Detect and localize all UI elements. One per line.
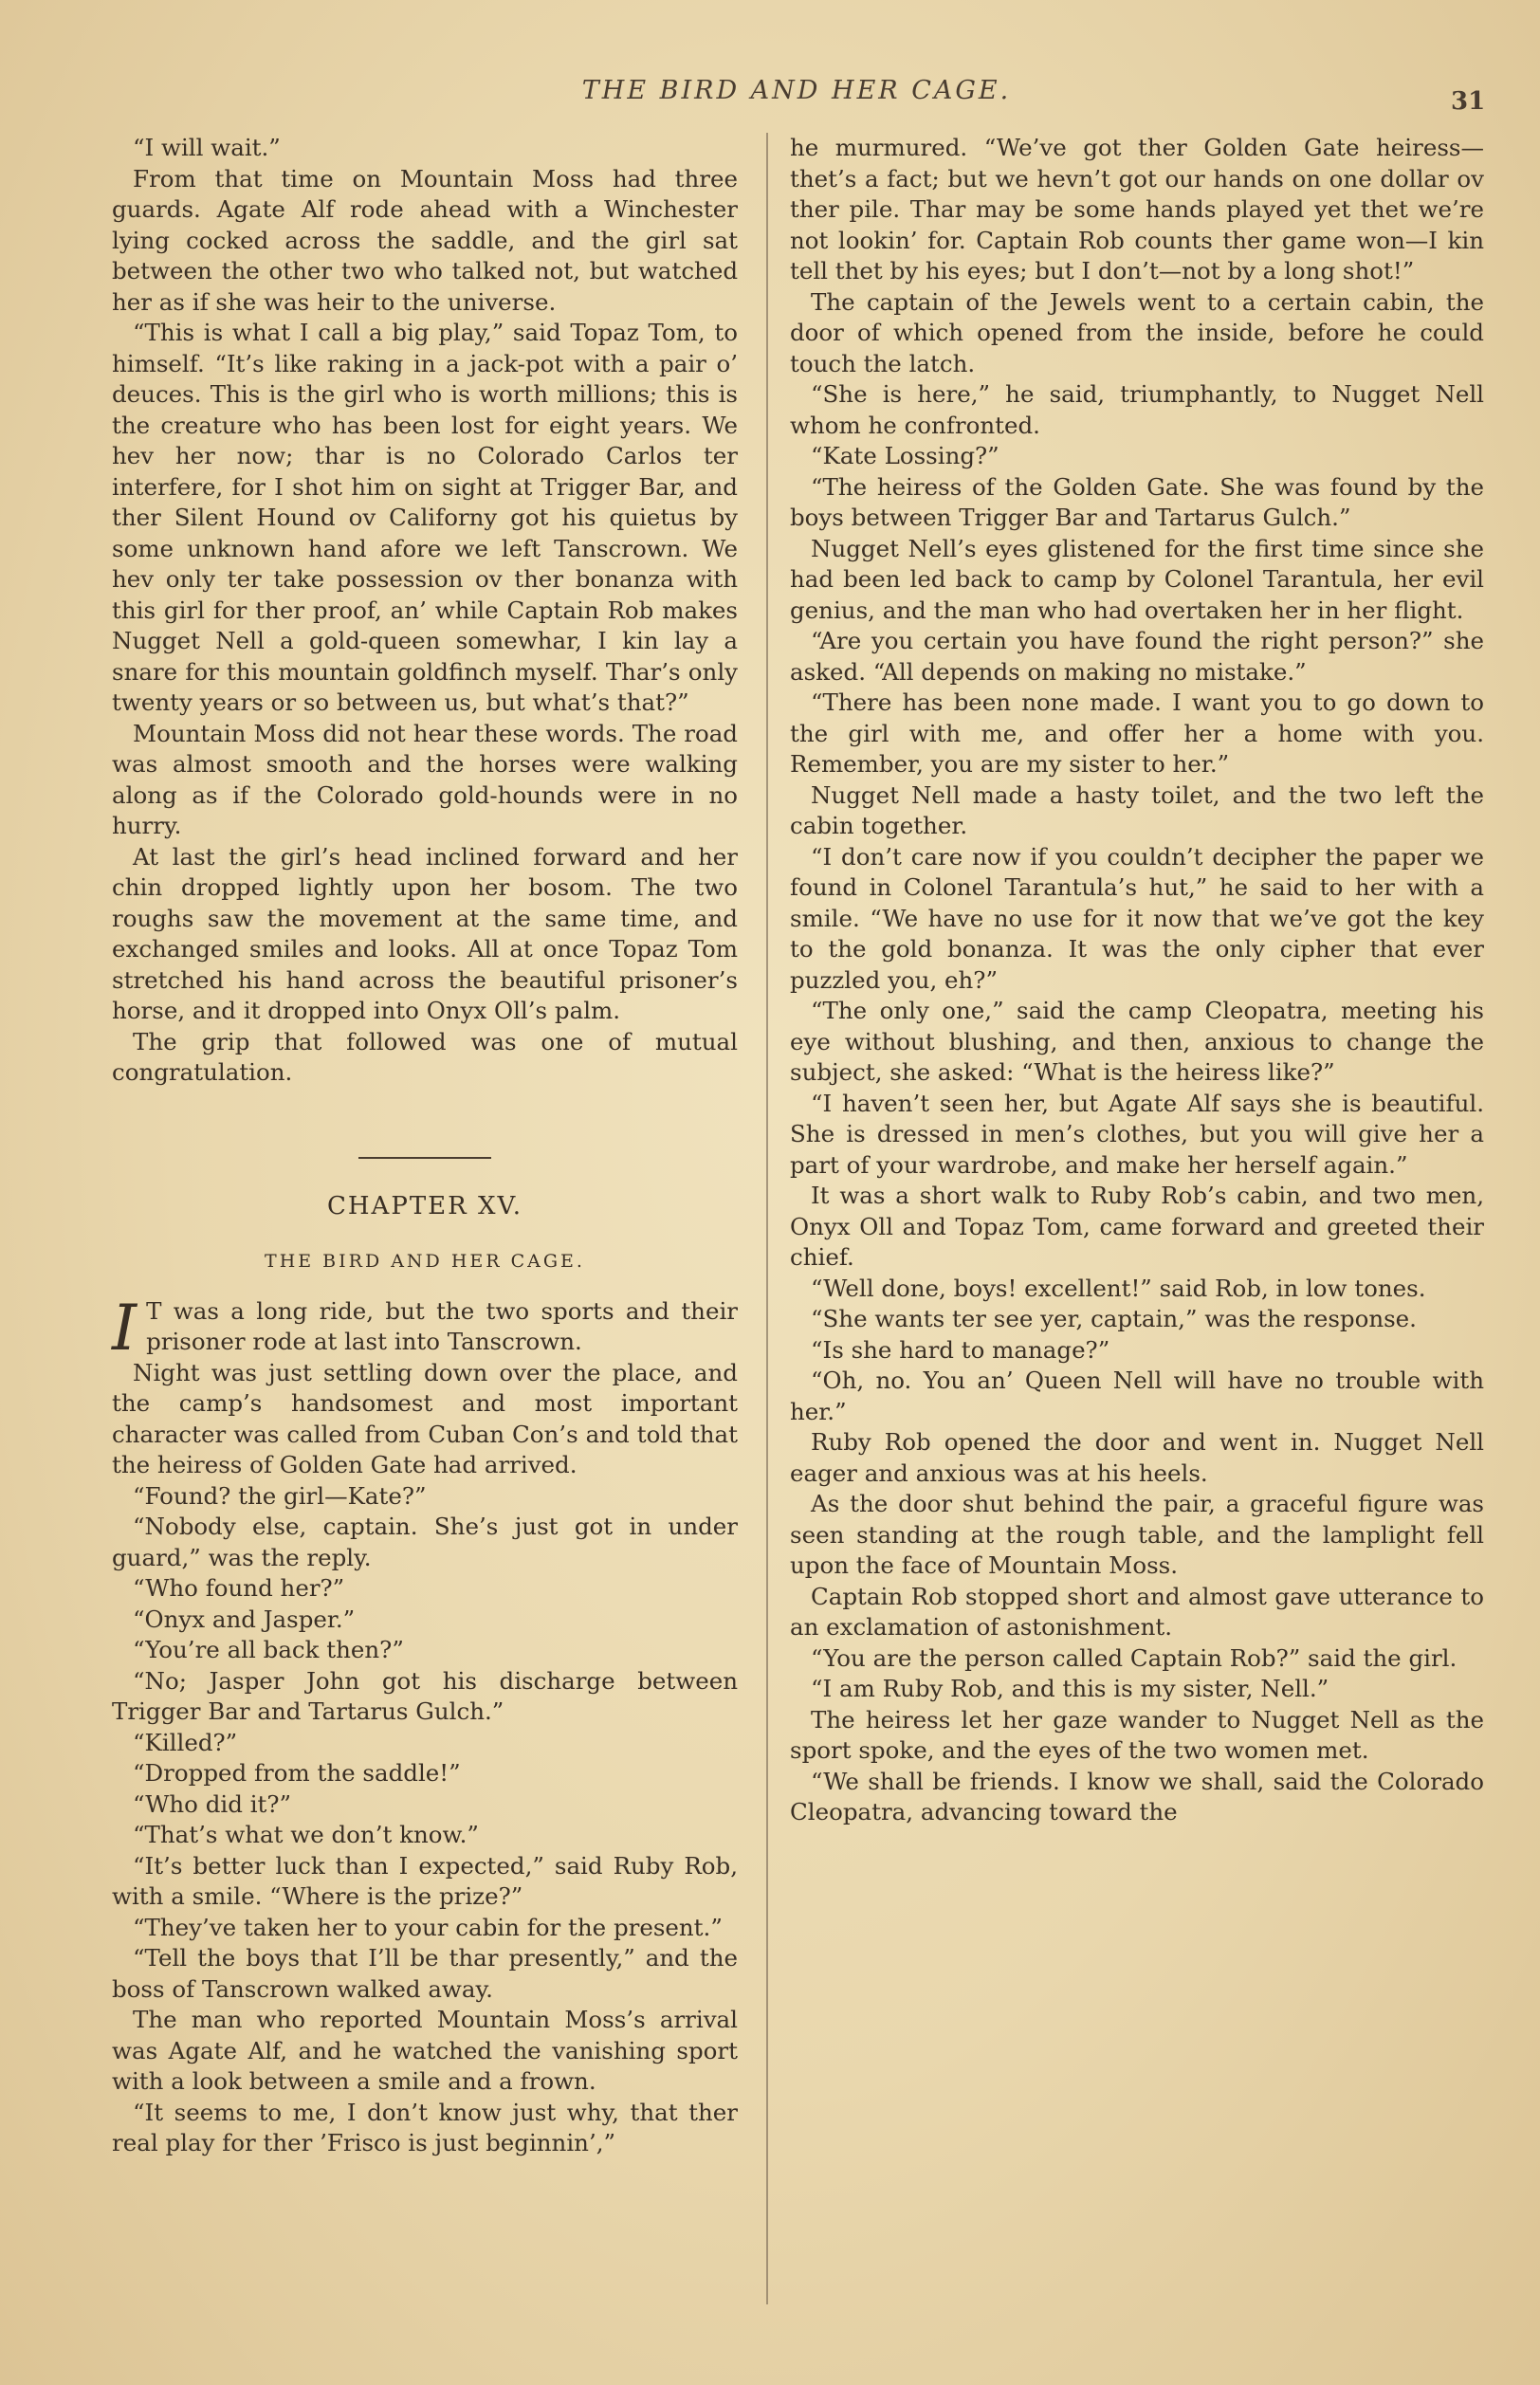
paragraph: “They’ve taken her to your cabin for the present.” xyxy=(133,1913,723,1941)
paragraph: “She is here,” he said, triumphantly, to Nugget Nell whom he confronted. xyxy=(790,380,1484,439)
paragraph: The man who reported Mountain Moss’s arrival was Agate Alf, and he watched the vanishing sport with a look between a smile and a frown. xyxy=(112,2006,738,2095)
paragraph: “Dropped from the saddle!” xyxy=(133,1759,461,1787)
continued-paragraph: he murmured. “We’ve got ther Golden Gate heiress—thet’s a fact; but we hevn’t got our hands on one dollar ov ther pile. Thar may be some hands played yet thet we’re not lookin’ for. Captain Rob counts ther game won—I kin tell thet by his eyes; but I don’t—not by a long shot!” xyxy=(790,134,1484,284)
paragraph: “Who found her?” xyxy=(133,1574,345,1602)
page-number: 31 xyxy=(1451,87,1486,116)
paragraph: At last the girl’s head inclined forward and her chin dropped lightly upon her bosom. The two roughs saw the movement at the same time, and exchanged smiles and looks. All at once Topaz Tom stretched his hand across the beautiful prisoner’s horse, and it dropped into Onyx Oll’s palm. xyxy=(112,842,738,1024)
paragraph: “She wants ter see yer, captain,” was the response. xyxy=(811,1305,1417,1332)
paragraph: “Oh, no. You an’ Queen Nell will have no trouble with her.” xyxy=(790,1367,1484,1425)
paragraph: “Onyx and Jasper.” xyxy=(133,1605,356,1633)
column-divider xyxy=(766,133,768,2304)
paragraph: “This is what I call a big play,” said Topaz Tom, to himself. “It’s like raking in a jack-pot with a pair o’ deuces. This is the girl who is worth millions; this is the creature who has been lost for eight years. We hev her now; thar is no Colorado Carlos ter interfere, for I shot him on sight at Trigger Bar, and ther Silent Hound ov Californy got his quietus by some unknown hand afore we left Tanscrown. We hev only ter take possession ov ther bonanza with this girl for ther proof, an’ while Captain Rob makes Nugget Nell a gold-queen somewhar, I kin lay a snare for this mountain goldfinch myself. Thar’s only twenty years or so between us, but what’s that?” xyxy=(112,319,738,716)
paragraph: “It seems to me, I don’t know just why, that ther real play for ther ’Frisco is just beginnin’,” xyxy=(112,2098,738,2156)
paragraph: “You are the person called Captain Rob?” said the girl. xyxy=(811,1643,1458,1672)
paragraph: “Are you certain you have found the right person?” she asked. “All depends on making no mistake.” xyxy=(790,627,1484,686)
paragraph: “You’re all back then?” xyxy=(133,1636,404,1663)
paragraph: “No; Jasper John got his discharge between Trigger Bar and Tartarus Gulch.” xyxy=(112,1666,738,1725)
chapter-divider xyxy=(358,1157,491,1159)
paragraph: It was a short walk to Ruby Rob’s cabin, and two men, Onyx Oll and Topaz Tom, came forward and greeted their chief. xyxy=(790,1182,1484,1271)
paragraph: Captain Rob stopped short and almost gave utterance to an exclamation of astonishment. xyxy=(790,1582,1484,1641)
paragraph: The grip that followed was one of mutual congratulation. xyxy=(112,1027,738,1086)
paragraph: The heiress let her gaze wander to Nugget Nell as the sport spoke, and the eyes of the two women met. xyxy=(790,1705,1484,1764)
paragraph: “I am Ruby Rob, and this is my sister, Nell.” xyxy=(811,1675,1329,1702)
opening-text: T was a long ride, but the two sports and their prisoner rode at last into Tanscrown. xyxy=(146,1296,738,1355)
paragraph: “I will wait.” xyxy=(133,134,281,161)
running-title: THE BIRD AND HER CAGE. xyxy=(581,76,1012,105)
paragraph: “The heiress of the Golden Gate. She was found by the boys between Trigger Bar and Tartarus Gulch.” xyxy=(790,472,1484,531)
paragraph: Nugget Nell’s eyes glistened for the first time since she had been led back to camp by Colonel Tarantula, her evil genius, and the man who had overtaken her in her flight. xyxy=(790,534,1484,624)
paragraph: “Who did it?” xyxy=(133,1789,292,1818)
paragraph: “Well done, boys! excellent!” said Rob, in low tones. xyxy=(811,1274,1426,1302)
paragraph: Mountain Moss did not hear these words. The road was almost smooth and the horses were walking along as if the Colorado gold-hounds were in no hurry. xyxy=(112,719,738,839)
left-column xyxy=(112,133,738,2159)
drop-cap: I xyxy=(112,1291,138,1365)
paragraph: Nugget Nell made a hasty toilet, and the two left the cabin together. xyxy=(790,780,1484,839)
paragraph: “Nobody else, captain. She’s just got in under guard,” was the reply. xyxy=(112,1513,738,1571)
paragraph: From that time on Mountain Moss had three guards. Agate Alf rode ahead with a Winchester lying cocked across the saddle, and the girl sat between the other two who talked not, but watched her as if she was heir to the universe. xyxy=(112,164,738,316)
chapter-title: CHAPTER XV. xyxy=(326,1191,522,1220)
paragraph: Night was just settling down over the place, and the camp’s handsomest and most important character was called from Cuban Con’s and told that the heiress of Golden Gate had arrived. xyxy=(112,1358,738,1478)
paragraph: “There has been none made. I want you to go down to the girl with me, and offer her a home with you. Remember, you are my sister to her.” xyxy=(790,688,1484,778)
paragraph: “Tell the boys that I’ll be thar presently,” and the boss of Tanscrown walked away. xyxy=(112,1944,738,2003)
paragraph: “We shall be friends. I know we shall, said the Colorado Cleopatra, advancing toward the xyxy=(790,1767,1484,1825)
paragraph: As the door shut behind the pair, a graceful figure was seen standing at the rough table, and the lamplight fell upon the face of Mountain Moss. xyxy=(790,1490,1484,1579)
paragraph: The captain of the Jewels went to a certain cabin, the door of which opened from the inside, before he could touch the latch. xyxy=(790,287,1484,377)
paragraph: “The only one,” said the camp Cleopatra, meeting his eye without blushing, and then, anxious to change the subject, she asked: “What is the heiress like?” xyxy=(790,997,1484,1086)
paragraph: “I don’t care now if you couldn’t decipher the paper we found in Colonel Tarantula’s hut,” he said to her with a smile. “We have no use for it now that we’ve got the key to the gold bonanza. It was the only cipher that ever puzzled you, eh?” xyxy=(790,842,1484,994)
right-column xyxy=(790,133,1484,1828)
paragraph: “I haven’t seen her, but Agate Alf says she is beautiful. She is dressed in men’s clothes, but you will give her a part of your wardrobe, and make her herself again.” xyxy=(790,1089,1484,1179)
paragraph: “It’s better luck than I expected,” said Ruby Rob, with a smile. “Where is the prize?” xyxy=(112,1851,738,1910)
paragraph: Ruby Rob opened the door and went in. Nugget Nell eager and anxious was at his heels. xyxy=(790,1428,1484,1487)
paragraph: “That’s what we don’t know.” xyxy=(133,1821,479,1848)
paragraph: “Found? the girl—Kate?” xyxy=(133,1481,427,1510)
chapter-subtitle: THE BIRD AND HER CAGE. xyxy=(265,1251,585,1272)
chapter-opening-paragraph xyxy=(112,1291,738,1365)
paragraph: “Killed?” xyxy=(133,1728,238,1756)
paragraph: “Kate Lossing?” xyxy=(811,442,999,469)
paragraph: “Is she hard to manage?” xyxy=(811,1335,1110,1364)
